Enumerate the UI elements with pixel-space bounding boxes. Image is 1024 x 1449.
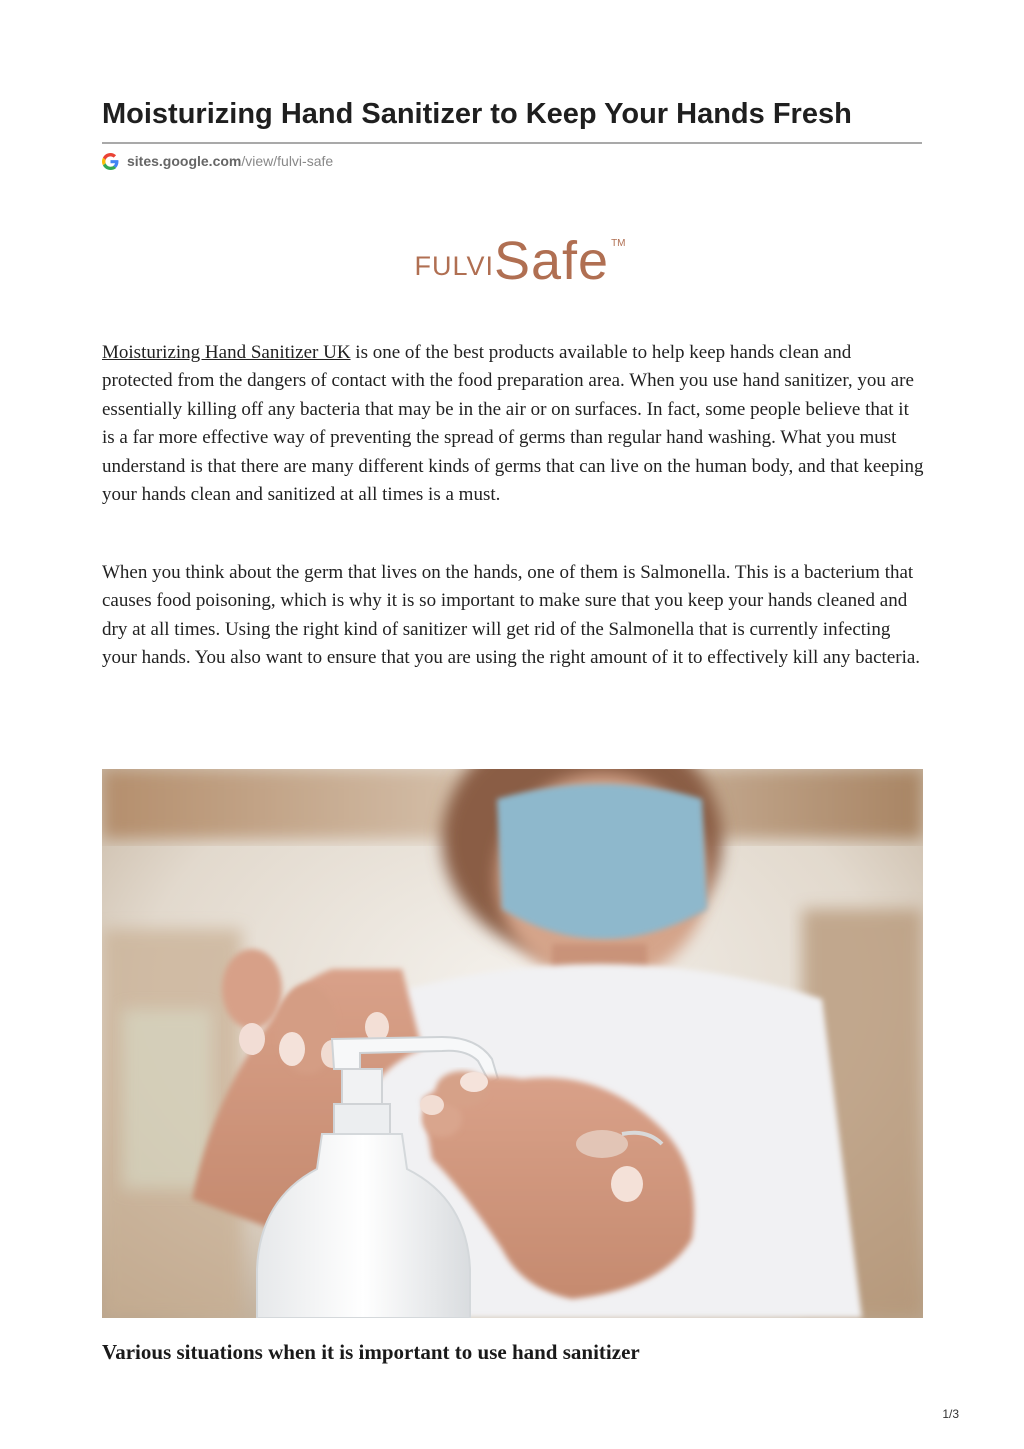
- logo-trademark: TM: [611, 238, 626, 249]
- article-paragraph-2: When you think about the germ that lives on the hands, one of them is Salmonella. This is a bacterium that causes food poisoning, which is why it is so important to make sure that you keep your hands cleaned and dry at all times. Using the right kind of sanitizer will get rid of the Salmonella that is currently infecting your hands. You also want to ensure that you are using the right amount of it to effectively kill any bacteria.: [102, 562, 921, 669]
- source-link[interactable]: [102, 151, 333, 171]
- logo-safe: Safe: [493, 231, 610, 291]
- logo-fulvi: FULVI: [414, 251, 494, 281]
- page-number: 1/3: [942, 1407, 959, 1421]
- article-paragraph-1: [102, 339, 924, 509]
- fulvisafe-logo: [400, 228, 640, 291]
- source-host: sites.google.com: [127, 153, 242, 169]
- page-title: Moisturizing Hand Sanitizer to Keep Your Hands Fresh: [102, 98, 852, 130]
- paragraph-1-text: is one of the best products available to help keep hands clean and protected from the dangers of contact with the food preparation area. When you use hand sanitizer, you are essentially killing off any bacteria that may be in the air or on surfaces. In fact, some people believe that it is a far more effective way of preventing the spread of germs than regular hand washing. What you must understand is that there are many different kinds of germs that can live on the human body, and that keeping your hands clean and sanitized at all times is a must.: [102, 342, 924, 506]
- source-path: /view/fulvi-safe: [241, 153, 334, 169]
- google-g-icon: [102, 153, 119, 170]
- title-divider: [102, 142, 922, 144]
- moisturizing-hand-sanitizer-link[interactable]: Moisturizing Hand Sanitizer UK: [102, 342, 351, 363]
- hand-sanitizer-photo: [102, 769, 923, 1318]
- section-subheading: Various situations when it is important to use hand sanitizer: [102, 1340, 640, 1364]
